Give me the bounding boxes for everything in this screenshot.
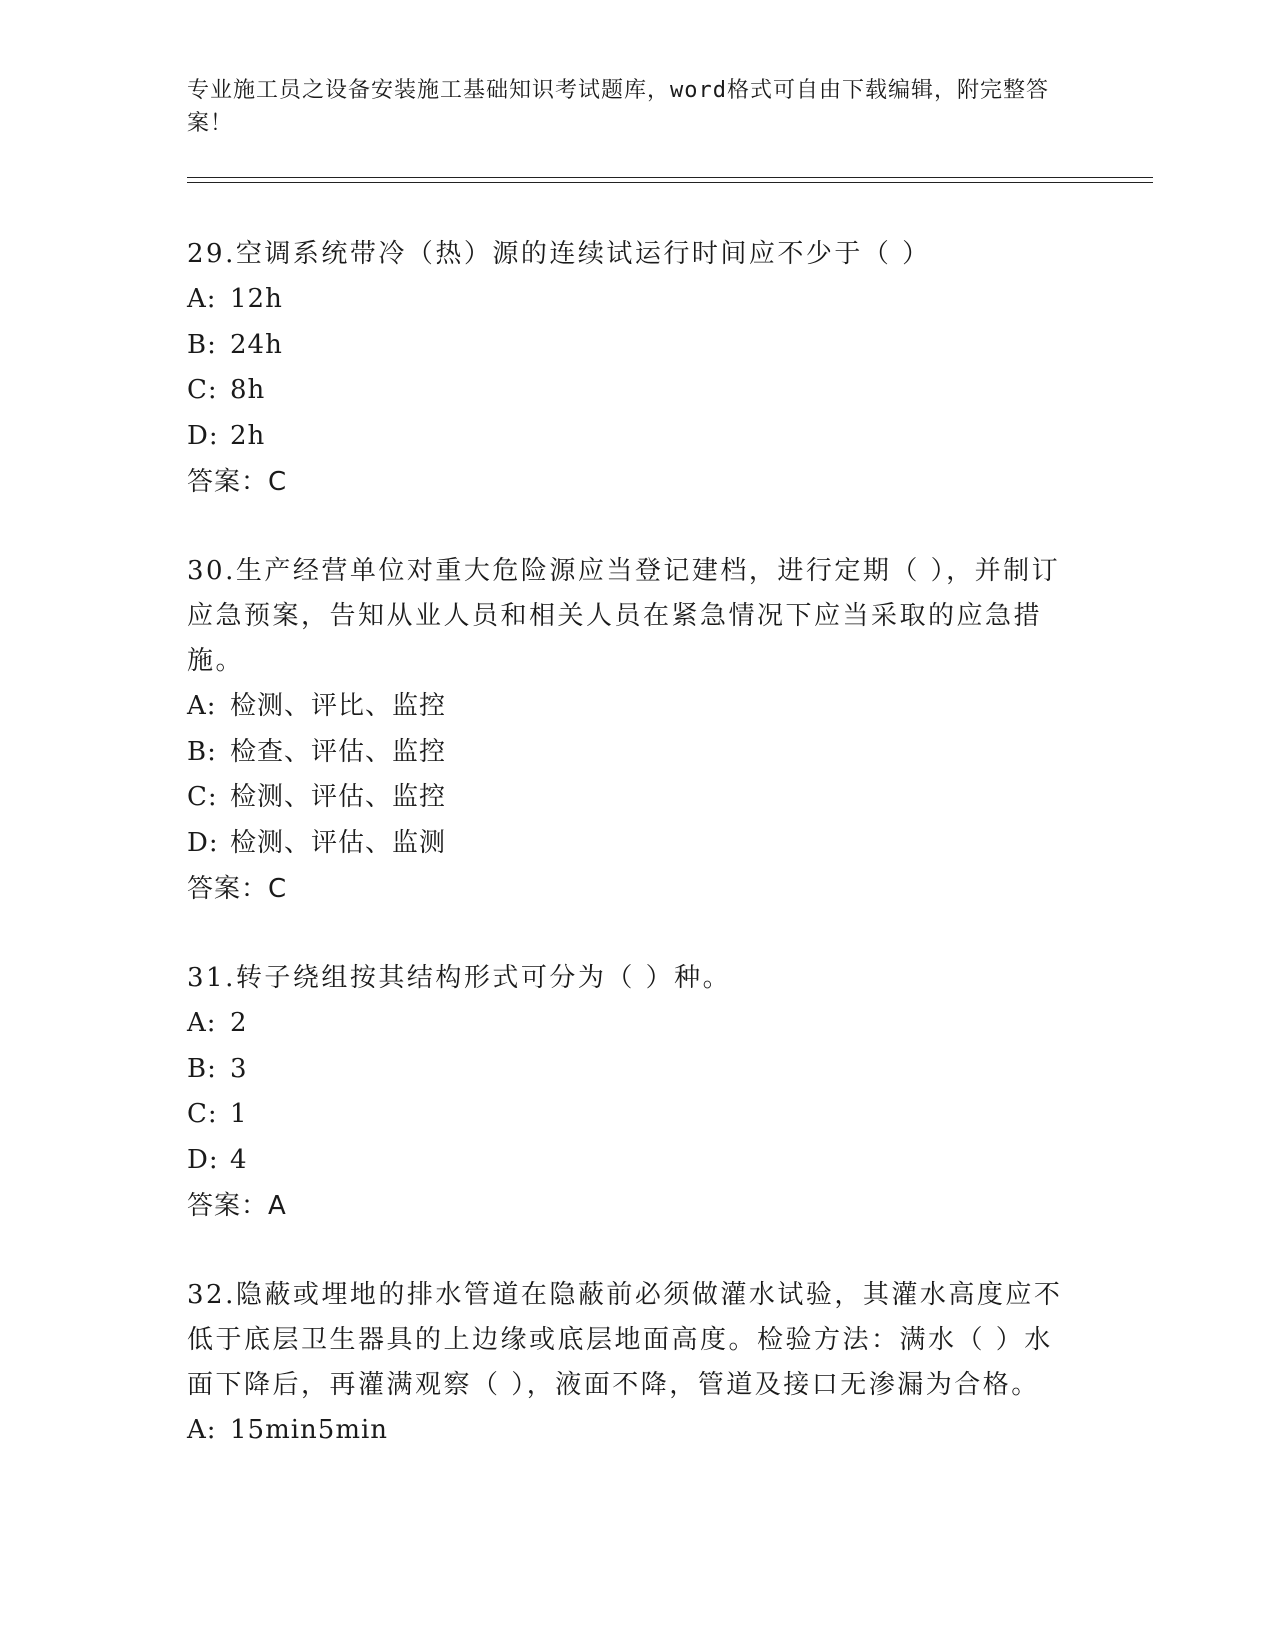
- option-value: 1: [230, 1099, 248, 1129]
- question-text: 30.生产经营单位对重大危险源应当登记建档，进行定期（ ），并制订应急预案，告知从业人员和相关人员在紧急情况下应当采取的应急措施。: [187, 556, 1061, 676]
- question-text: 31.转子绕组按其结构形式可分为（ ）种。: [187, 963, 732, 993]
- question-list: [187, 232, 1067, 1454]
- option-value: 检测、评估、监控: [230, 782, 447, 812]
- question-30: [187, 549, 1067, 912]
- option-value: 检测、评比、监控: [230, 691, 447, 721]
- question-32: [187, 1273, 1067, 1454]
- option-key: D:: [187, 1144, 219, 1175]
- header-rule-top: [187, 177, 1153, 178]
- option-key: B:: [187, 329, 217, 360]
- option-value: 12h: [230, 284, 283, 314]
- option-b: [187, 730, 1067, 776]
- header-rule-bottom: [187, 182, 1153, 183]
- option-c: [187, 1092, 1067, 1138]
- option-value: 检查、评估、监控: [230, 736, 447, 767]
- question-31: [187, 956, 1067, 1229]
- option-key: A:: [187, 284, 217, 314]
- option-value: 4: [230, 1144, 248, 1175]
- option-a: [187, 1408, 1067, 1454]
- option-key: D:: [187, 420, 219, 451]
- option-value: 24h: [230, 329, 283, 360]
- question-text: 32.隐蔽或埋地的排水管道在隐蔽前必须做灌水试验，其灌水高度应不低于底层卫生器具的上边缘或底层地面高度。检验方法：满水（ ）水面下降后，再灌满观察（ ），液面不降，管道及接口无渗漏为合格。: [187, 1280, 1063, 1400]
- option-key: A:: [187, 1008, 217, 1038]
- option-value: 3: [230, 1053, 248, 1084]
- question-text: 29.空调系统带冷（热）源的连续试运行时间应不少于（ ）: [187, 239, 931, 269]
- option-value: 8h: [230, 375, 266, 405]
- answer: 答案：A: [187, 1191, 287, 1221]
- option-key: A:: [187, 691, 217, 721]
- option-value: 2: [230, 1008, 248, 1038]
- option-key: C:: [187, 782, 218, 812]
- option-c: [187, 368, 1067, 414]
- option-key: B:: [187, 1053, 217, 1084]
- option-c: [187, 775, 1067, 821]
- option-d: [187, 414, 1067, 460]
- option-a: [187, 1001, 1067, 1047]
- option-b: [187, 1047, 1067, 1093]
- option-key: D:: [187, 827, 219, 858]
- option-value: 检测、评估、监测: [230, 827, 447, 858]
- option-key: B:: [187, 736, 217, 767]
- option-key: A:: [187, 1415, 217, 1445]
- option-value: 2h: [230, 420, 266, 451]
- option-a: [187, 684, 1067, 730]
- answer: 答案：C: [187, 874, 288, 904]
- option-d: [187, 821, 1067, 867]
- option-d: [187, 1138, 1067, 1184]
- option-value: 15min5min: [230, 1415, 389, 1445]
- option-key: C:: [187, 1099, 218, 1129]
- option-key: C:: [187, 375, 218, 405]
- document-header: [187, 74, 1067, 140]
- answer: 答案：C: [187, 467, 288, 497]
- option-a: [187, 277, 1067, 323]
- header-title: 专业施工员之设备安装施工基础知识考试题库，word格式可自由下载编辑，附完整答案！: [187, 78, 1049, 136]
- option-b: [187, 323, 1067, 369]
- question-29: [187, 232, 1067, 505]
